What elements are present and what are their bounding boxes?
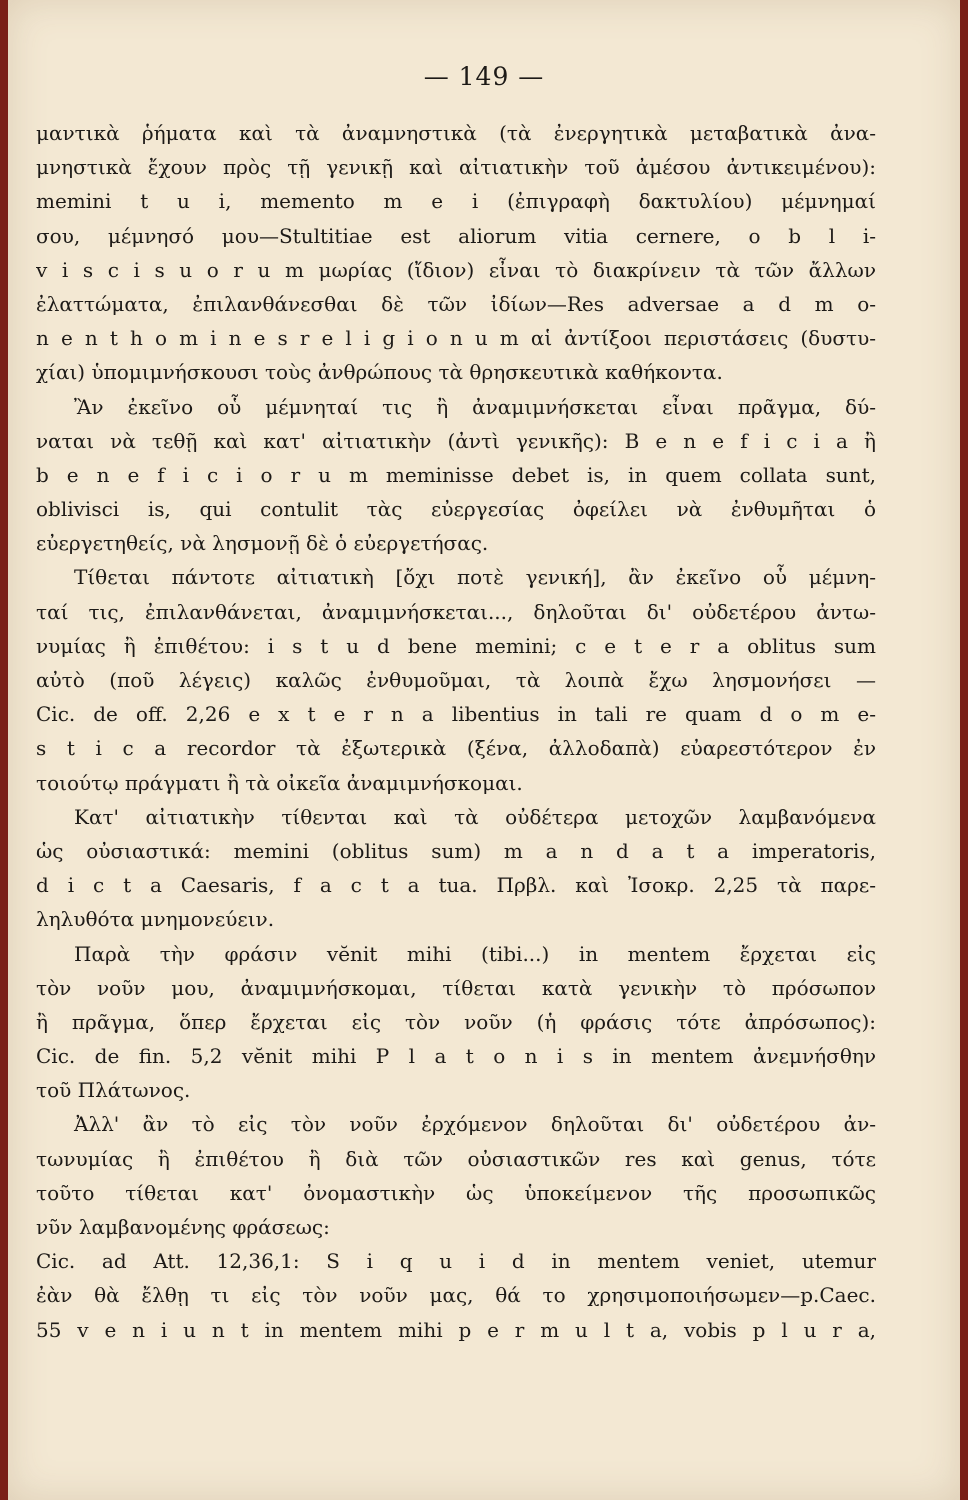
text-body <box>36 116 876 1347</box>
book-page <box>8 0 960 1500</box>
text-line: Κατ' αἰτιατικὴν τίθενται καὶ τὰ οὐδέτερα μετοχῶν λαμβανόμενα <box>74 804 876 829</box>
text-line: Ἀλλ' ἂν τὸ εἰς τὸν νοῦν ἐρχόμενον δηλοῦται δι' οὐδετέρου ἀν- <box>74 1112 876 1137</box>
text-line: εὐεργετηθείς, νὰ λησμονῇ δὲ ὁ εὐεργετήσας. <box>36 531 489 556</box>
text-line: oblivisci is, qui contulit τὰς εὐεργεσίας ὀφείλει νὰ ἐνθυμῆται ὁ <box>36 497 876 522</box>
text-line: n e n t h o m i n e s r e l i g i o n u m αἱ ἀντίξοοι περιστάσεις (δυστυ- <box>36 326 876 351</box>
page-number: — 149 — <box>423 62 545 91</box>
text-line: μνηστικὰ ἔχουν πρὸς τῇ γενικῇ καὶ αἰτιατικὴν τοῦ ἀμέσου ἀντικειμένου): <box>36 155 876 180</box>
text-line: Τίθεται πάντοτε αἰτιατικὴ [ὄχι ποτὲ γενική], ἂν ἐκεῖνο οὗ μέμνη- <box>74 565 876 590</box>
text-line: d i c t a Caesaris, f a c t a tua. Πρβλ. καὶ Ἰσοκρ. 2,25 τὰ παρε- <box>36 873 876 898</box>
text-line: ταί τις, ἐπιλανθάνεται, ἀναμιμνήσκεται..., δηλοῦται δι' οὐδετέρου ἀντω- <box>36 599 876 624</box>
text-line: ληλυθότα μνημονεύειν. <box>36 907 275 932</box>
text-line: ἢ πρᾶγμα, ὅπερ ἔρχεται εἰς τὸν νοῦν (ἡ φράσις τότε ἀπρόσωπος): <box>36 1009 876 1034</box>
text-line: τοιούτῳ πράγματι ἢ τὰ οἰκεῖα ἀναμιμνήσκομαι. <box>36 770 523 795</box>
text-line: Cic. de off. 2,26 e x t e r n a libentius in tali re quam d o m e- <box>36 702 876 727</box>
text-line: Παρὰ τὴν φράσιν vĕnit mihi (tibi...) in mentem ἔρχεται εἰς <box>74 941 876 966</box>
text-line: Cic. de fin. 5,2 vĕnit mihi P l a t o n i s in mentem ἀνεμνήσθην <box>36 1044 876 1069</box>
text-line: νυμίας ἢ ἐπιθέτου: i s t u d bene memini; c e t e r a oblitus sum <box>36 633 876 658</box>
text-line: Ἂν ἐκεῖνο οὗ μέμνηταί τις ἢ ἀναμιμνήσκεται εἶναι πρᾶγμα, δύ- <box>74 394 876 419</box>
text-line: τοῦ Πλάτωνος. <box>36 1078 191 1103</box>
text-line: τωνυμίας ἢ ἐπιθέτου ἢ διὰ τῶν οὐσιαστικῶν res καὶ genus, τότε <box>36 1146 876 1171</box>
text-line: memini t u i, memento m e i (ἐπιγραφὴ δακτυλίου) μέμνημαί <box>36 189 876 214</box>
text-line: μαντικὰ ῥήματα καὶ τὰ ἀναμνηστικὰ (τὰ ἐνεργητικὰ μεταβατικὰ ἀνα- <box>36 121 876 145</box>
text-line: αὐτὸ (ποῦ λέγεις) καλῶς ἐνθυμοῦμαι, τὰ λοιπὰ ἔχω λησμονήσει — <box>36 668 876 692</box>
text-line: v i s c i s u o r u m μωρίας (ἴδιον) εἶναι τὸ διακρίνειν τὰ τῶν ἄλλων <box>36 257 876 282</box>
text-line: Cic. ad Att. 12,36,1: S i q u i d in mentem veniet, utemur <box>36 1249 876 1274</box>
text-line: σου, μέμνησό μου—Stultitiae est aliorum vitia cernere, o b l i- <box>36 223 876 248</box>
text-line: b e n e f i c i o r u m meminisse debet is, in quem collata sunt, <box>36 462 876 487</box>
text-line: ὡς οὐσιαστικά: memini (oblitus sum) m a n d a t a imperatoris, <box>36 838 876 863</box>
text-line: τὸν νοῦν μου, ἀναμιμνήσκομαι, τίθεται κατὰ γενικὴν τὸ πρόσωπον <box>36 975 876 1000</box>
text-line: s t i c a recordor τὰ ἐξωτερικὰ (ξένα, ἀλλοδαπὰ) εὐαρεστότερον ἐν <box>36 736 876 761</box>
text-line: ναται νὰ τεθῇ καὶ κατ' αἰτιατικὴν (ἀντὶ γενικῆς): B e n e f i c i a ἢ <box>36 428 876 453</box>
text-line: νῦν λαμβανομένης φράσεως: <box>36 1215 330 1239</box>
text-line: ἐλαττώματα, ἐπιλανθάνεσθαι δὲ τῶν ἰδίων—Res adversae a d m o- <box>36 291 876 316</box>
text-line: τοῦτο τίθεται κατ' ὀνομαστικὴν ὡς ὑποκείμενον τῆς προσωπικῶς <box>36 1180 876 1205</box>
text-line: χίαι) ὑπομιμνήσκουσι τοὺς ἀνθρώπους τὰ θρησκευτικὰ καθήκοντα. <box>36 360 723 385</box>
text-line: ἐὰν θὰ ἔλθῃ τι εἰς τὸν νοῦν μας, θά το χρησιμοποιήσωμεν—p.Caec. <box>36 1283 876 1308</box>
text-line: 55 v e n i u n t in mentem mihi p e r m u l t a, vobis p l u r a, <box>36 1317 876 1342</box>
